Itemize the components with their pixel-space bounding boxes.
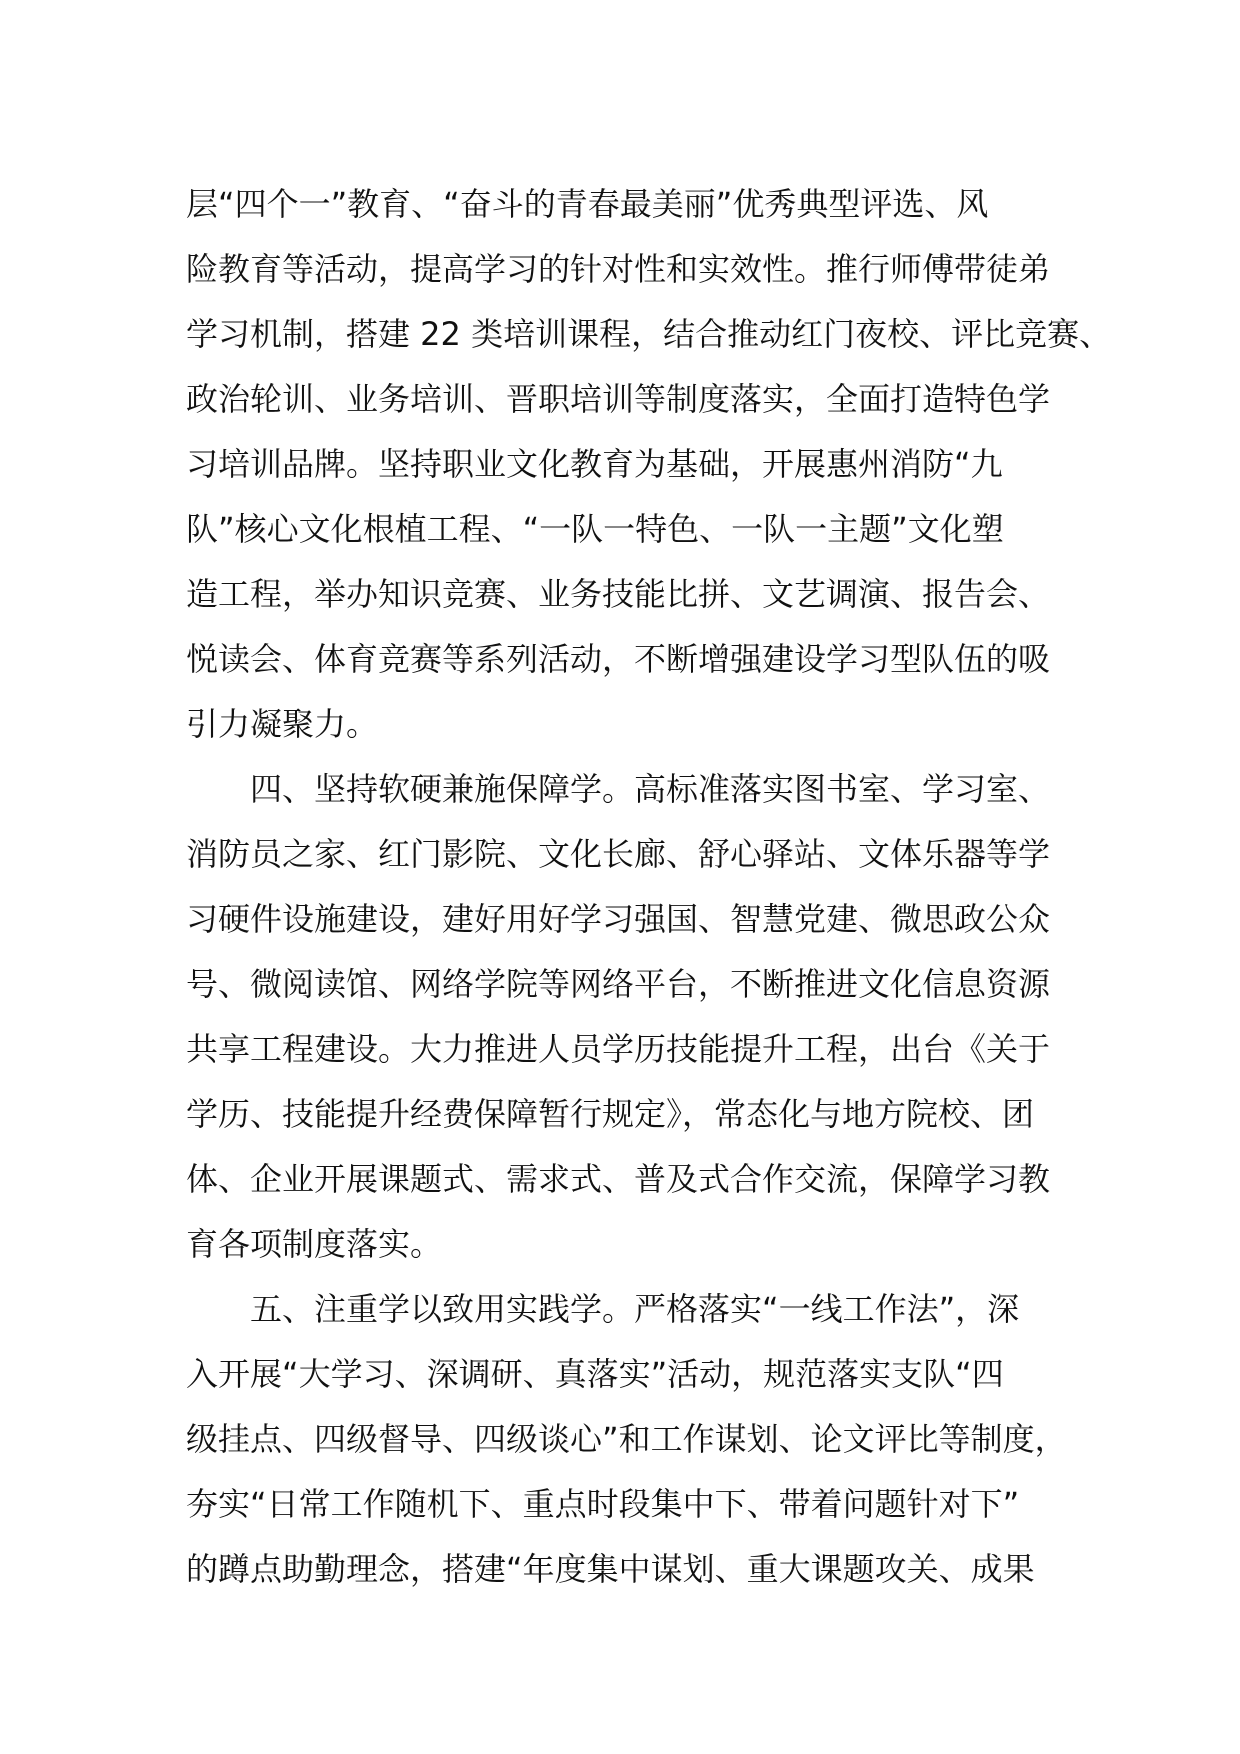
text-line: 的蹲点助勤理念，搭建“年度集中谋划、重大课题攻关、成果 — [186, 1550, 1035, 1588]
text-line: 学历、技能提升经费保障暂行规定》，常态化与地方院校、团 — [186, 1095, 1035, 1133]
paragraph-heading-line: 四、坚持软硬兼施保障学。高标准落实图书室、学习室、 — [250, 770, 1051, 808]
document-body — [186, 172, 1112, 1602]
text-line: 习培训品牌。坚持职业文化教育为基础，开展惠州消防“九 — [186, 445, 1003, 483]
paragraph-heading-line: 五、注重学以致用实践学。严格落实“一线工作法”，深 — [250, 1290, 1020, 1328]
text-line: 层“四个一”教育、“奋斗的青春最美丽”优秀典型评选、风 — [186, 185, 989, 223]
text-line: 学习机制，搭建 22 类培训课程，结合推动红门夜校、评比竞赛、 — [186, 315, 1112, 353]
text-line: 消防员之家、红门影院、文化长廊、舒心驿站、文体乐器等学 — [186, 835, 1051, 873]
text-line: 险教育等活动，提高学习的针对性和实效性。推行师傅带徒弟 — [186, 250, 1051, 288]
text-line: 悦读会、体育竞赛等系列活动，不断增强建设学习型队伍的吸 — [186, 640, 1051, 678]
text-line: 造工程，举办知识竞赛、业务技能比拼、文艺调演、报告会、 — [186, 575, 1051, 613]
text-line: 号、微阅读馆、网络学院等网络平台，不断推进文化信息资源 — [186, 965, 1051, 1003]
text-line: 习硬件设施建设，建好用好学习强国、智慧党建、微思政公众 — [186, 900, 1051, 938]
text-line: 引力凝聚力。 — [186, 705, 379, 743]
text-line: 共享工程建设。大力推进人员学历技能提升工程，出台《关于 — [186, 1030, 1051, 1068]
text-line: 入开展“大学习、深调研、真落实”活动，规范落实支队“四 — [186, 1355, 1004, 1393]
text-line: 体、企业开展课题式、需求式、普及式合作交流，保障学习教 — [186, 1160, 1051, 1198]
text-line: 夯实“日常工作随机下、重点时段集中下、带着问题针对下” — [186, 1485, 1020, 1523]
text-line: 政治轮训、业务培训、晋职培训等制度落实，全面打造特色学 — [186, 380, 1051, 418]
text-line: 育各项制度落实。 — [186, 1225, 443, 1263]
text-line: 队”核心文化根植工程、“一队一特色、一队一主题”文化塑 — [186, 510, 1004, 548]
text-line: 级挂点、四级督导、四级谈心”和工作谋划、论文评比等制度， — [186, 1420, 1067, 1458]
